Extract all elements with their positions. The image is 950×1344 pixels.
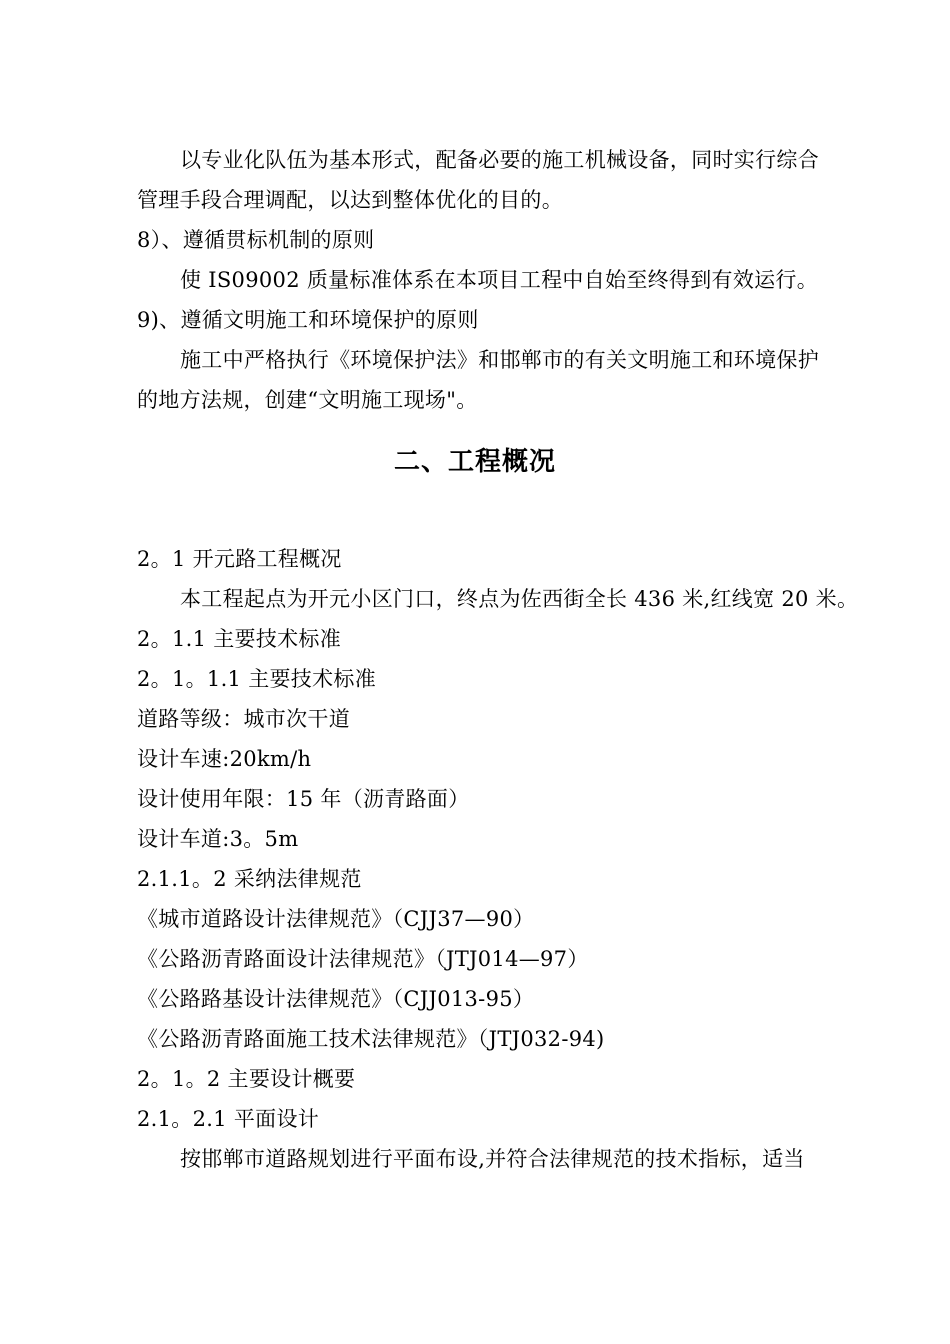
paragraph-line: 管理手段合理调配，以达到整体优化的目的。 (137, 188, 563, 212)
section-heading: 二、工程概况 (393, 447, 556, 477)
spec-reference: 《公路沥青路面设计法律规范》（JTJ014—97） (137, 947, 589, 971)
subsection-title: 2。1 开元路工程概况 (137, 547, 342, 571)
item-heading: 9)、遵循文明施工和环境保护的原则 (137, 308, 479, 332)
paragraph-line: 施工中严格执行《环境保护法》和邯郸市的有关文明施工和环境保护 (180, 348, 819, 372)
spec-line: 道路等级：城市次干道 (137, 707, 350, 731)
item-heading: 8）、遵循贯标机制的原则 (137, 228, 375, 252)
spec-reference: 《公路路基设计法律规范》（CJJ013-95） (137, 987, 535, 1011)
paragraph-line: 使 IS09002 质量标准体系在本项目工程中自始至终得到有效运行。 (180, 268, 819, 292)
spec-reference: 《公路沥青路面施工技术法律规范》（JTJ032-94) (137, 1027, 605, 1051)
paragraph-line: 的地方法规，创建“文明施工现场"。 (137, 388, 478, 412)
paragraph-line: 本工程起点为开元小区门口，终点为佐西街全长 436 米,红线宽 20 米。 (180, 587, 859, 611)
spec-line: 设计车道:3。5m (137, 827, 299, 851)
subsection-title: 2。1.1 主要技术标准 (137, 627, 342, 651)
spec-line: 设计使用年限：15 年（沥青路面） (137, 787, 470, 811)
paragraph-line: 以专业化队伍为基本形式，配备必要的施工机械设备，同时实行综合 (180, 148, 819, 172)
spec-line: 设计车速:20km/h (137, 747, 312, 771)
subsection-title: 2.1。2.1 平面设计 (137, 1107, 320, 1131)
spec-reference: 《城市道路设计法律规范》（CJJ37—90） (137, 907, 535, 931)
subsection-title: 2。1。1.1 主要技术标准 (137, 667, 376, 691)
subsection-title: 2.1.1。2 采纳法律规范 (137, 867, 362, 891)
subsection-title: 2。1。2 主要设计概要 (137, 1067, 356, 1091)
paragraph-line: 按邯郸市道路规划进行平面布设,并符合法律规范的技术指标，适当 (180, 1147, 805, 1171)
